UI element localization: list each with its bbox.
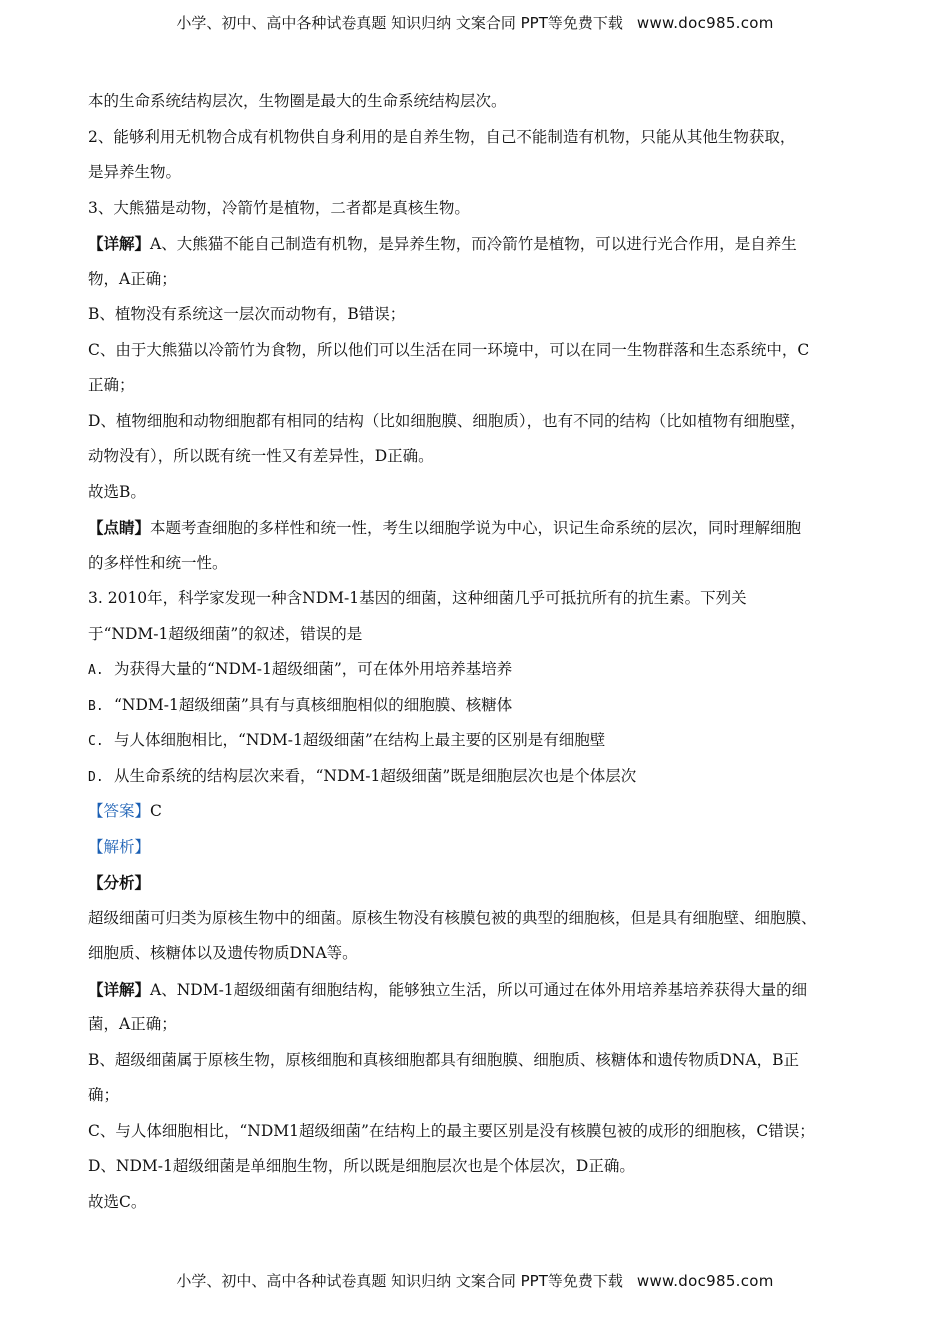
option-key: D.: [88, 769, 104, 785]
option-b: [88, 694, 878, 730]
text-line: 细胞质、核糖体以及遗传物质DNA等。: [88, 944, 358, 962]
option-text: 为获得大量的“NDM-1超级细菌”，可在体外用培养基培养: [114, 660, 513, 678]
section-tag: 【详解】: [88, 979, 151, 999]
text-line: 超级细菌可归类为原核生物中的细菌。原核生物没有核膜包被的典型的细胞核，但是具有细胞壁、细胞膜、: [88, 908, 817, 927]
footer-text: 小学、初中、高中各种试卷真题 知识归纳 文案合同 PPT等免费下载: [176, 1272, 623, 1290]
header-text: 小学、初中、高中各种试卷真题 知识归纳 文案合同 PPT等免费下载: [176, 14, 623, 32]
text-line: 菌，A正确；: [88, 1015, 177, 1033]
question-stem: 于“NDM-1超级细菌”的叙述，错误的是: [88, 624, 363, 643]
text-line: 2、能够利用无机物合成有机物供自身利用的是自养生物，自己不能制造有机物，只能从其他生物获取，: [88, 127, 796, 146]
text-line: [88, 232, 878, 268]
option-c: [88, 729, 878, 765]
fenxi-tag: 【分析】: [88, 873, 151, 892]
page-header: [0, 12, 950, 33]
text-span: A、大熊猫不能自己制造有机物，是异养生物，而冷箭竹是植物，可以进行光合作用，是自养生: [150, 235, 797, 253]
answer-tag: 【答案】: [88, 802, 151, 820]
option-text: “NDM-1超级细菌”具有与真核细胞相似的细胞膜、核糖体: [114, 695, 513, 714]
option-d: [88, 765, 878, 801]
text-line: B、植物没有系统这一层次而动物有，B错误；: [88, 305, 406, 323]
text-line: [88, 978, 878, 1014]
text-line: C、由于大熊猫以冷箭竹为食物，所以他们可以生活在同一环境中，可以在同一生物群落和生态系统中，C: [88, 340, 810, 359]
text-line: [88, 516, 878, 552]
text-line: B、超级细菌属于原核生物，原核细胞和真核细胞都具有细胞膜、细胞质、核糖体和遗传物质DNA，B正: [88, 1050, 799, 1069]
option-a: [88, 658, 878, 694]
text-line: 3、大熊猫是动物，冷箭竹是植物，二者都是真核生物。: [88, 198, 470, 217]
option-text: 从生命系统的结构层次来看，“NDM-1超级细菌”既是细胞层次也是个体层次: [114, 766, 637, 785]
text-span: A、NDM-1超级细菌有细胞结构，能够独立生活，所以可通过在体外用培养基培养获得大量的细: [150, 980, 808, 999]
text-line: 物，A正确；: [88, 269, 177, 288]
text-line: 正确；: [88, 376, 135, 394]
text-line: D、NDM-1超级细菌是单细胞生物，所以既是细胞层次也是个体层次，D正确。: [88, 1157, 635, 1175]
analysis-tag: 【解析】: [88, 837, 151, 856]
page-footer: [0, 1270, 950, 1291]
text-line: 故选B。: [88, 482, 146, 501]
text-line: 本的生命系统结构层次，生物圈是最大的生命系统结构层次。: [88, 92, 507, 110]
option-key: A.: [88, 663, 104, 678]
document-body: [88, 90, 878, 1226]
section-tag: 【详解】: [88, 234, 151, 253]
text-line: 确；: [88, 1086, 120, 1104]
text-line: 动物没有），所以既有统一性又有差异性，D正确。: [88, 447, 434, 465]
option-text: 与人体细胞相比，“NDM-1超级细菌”在结构上最主要的区别是有细胞壁: [114, 731, 606, 749]
text-line: 是异养生物。: [88, 163, 182, 181]
text-line: 故选C。: [88, 1192, 147, 1211]
section-tag: 【点睛】: [88, 518, 151, 537]
footer-site-link[interactable]: www.doc985.com: [636, 1272, 774, 1290]
text-span: 本题考查细胞的多样性和统一性，考生以细胞学说为中心，识记生命系统的层次，同时理解细胞: [150, 519, 802, 537]
option-key: C.: [88, 734, 104, 749]
answer-value: C: [150, 802, 162, 820]
text-line: C、与人体细胞相比，“NDM1超级细菌”在结构上的最主要区别是没有核膜包被的成形的细胞核，C错误；: [88, 1121, 815, 1140]
answer-line: [88, 800, 878, 836]
header-site-link[interactable]: www.doc985.com: [636, 14, 774, 32]
question-stem: 3. 2010年，科学家发现一种含NDM-1基因的细菌，这种细菌几乎可抵抗所有的抗生素。下列关: [88, 589, 747, 607]
text-line: 的多样性和统一性。: [88, 553, 228, 572]
text-line: D、植物细胞和动物细胞都有相同的结构（比如细胞膜、细胞质），也有不同的结构（比如植物有细胞壁，: [88, 411, 806, 430]
option-key: B.: [88, 698, 104, 714]
